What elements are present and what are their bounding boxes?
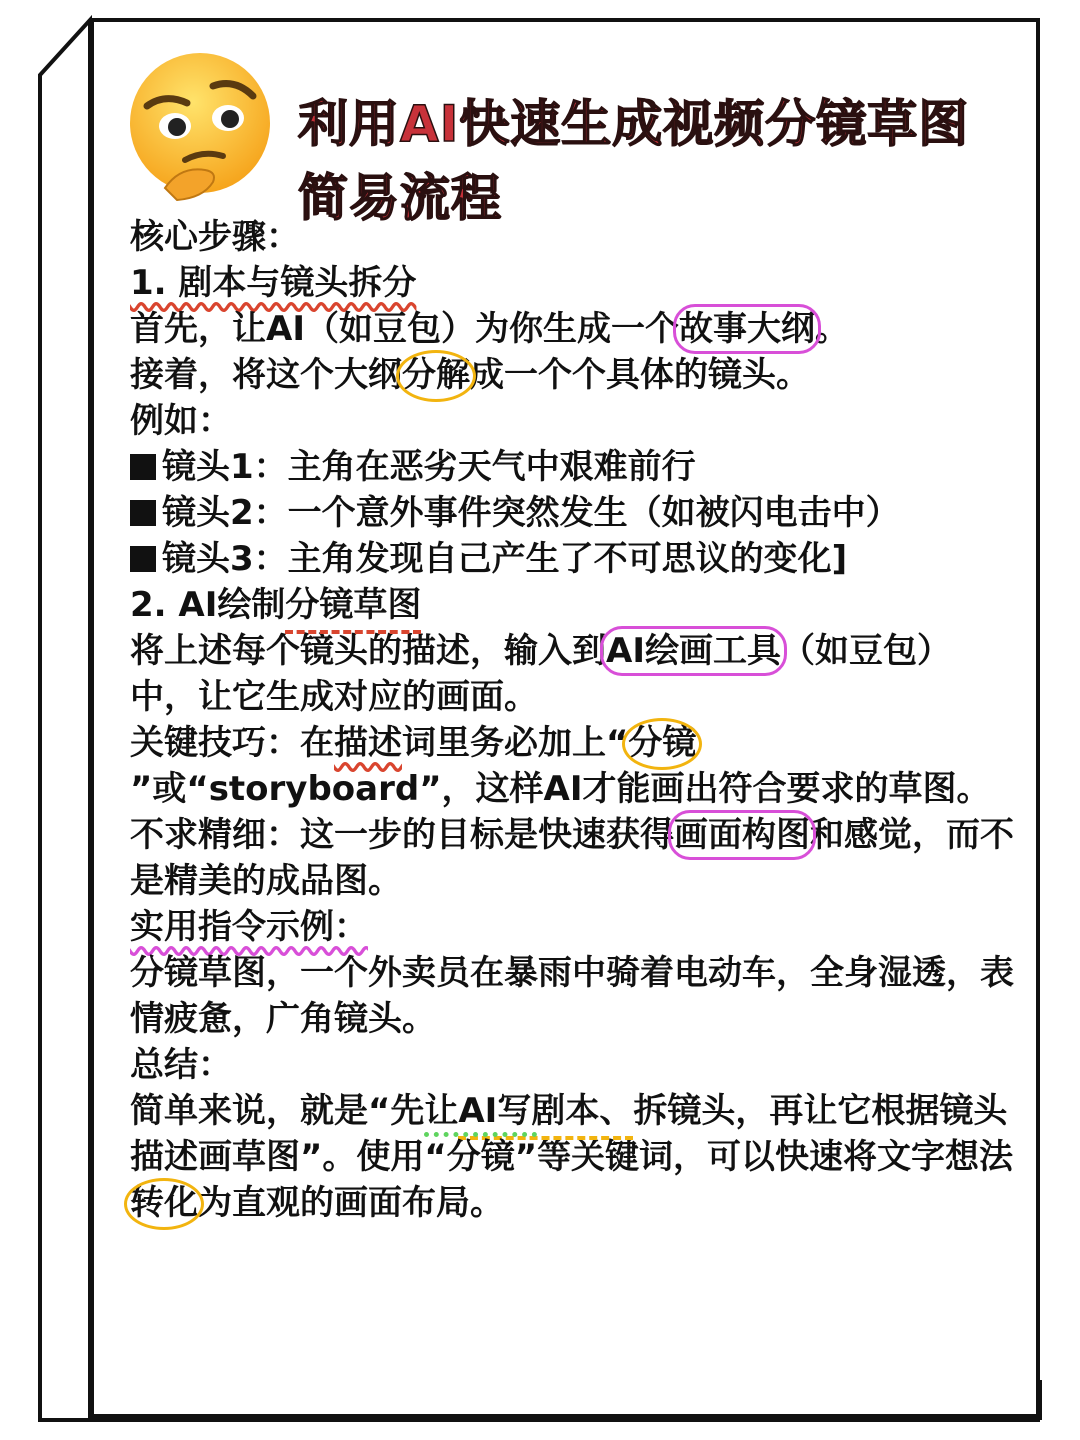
shot-1: 镜头1：主角在恶劣天气中艰难前行: [130, 444, 1015, 490]
step2-text: 将上述每个镜头的描述，输入到AI绘画工具 （如豆包）中，让它生成对应的画面。: [130, 628, 1015, 720]
step2-heading: 2. AI绘制分镜草图: [130, 582, 1015, 628]
shot-2: 镜头2：一个意外事件突然发生（如被闪电击中）: [130, 490, 1015, 536]
core-steps-label: 核心步骤：: [130, 217, 300, 257]
dots-fenjing: “分镜”: [424, 1134, 537, 1180]
highlight-fenjing: 分镜: [628, 720, 696, 766]
highlight-transform: 转化: [130, 1180, 198, 1226]
example-label: 例如：: [130, 401, 232, 441]
step1-heading: 1. 剧本与镜头拆分: [130, 263, 417, 303]
summary-label: 总结：: [130, 1045, 232, 1085]
underline-ai-script: AI写剧本、: [458, 1088, 633, 1134]
bullet-square-icon: [130, 454, 156, 480]
shot-3: 镜头3：主角发现自己产生了不可思议的变化]: [130, 536, 1015, 582]
command-label: 实用指令示例：: [130, 907, 368, 947]
highlight-composition: 画面构图: [674, 812, 810, 858]
title-line-2: 简易流程: [298, 169, 502, 227]
highlight-story-outline: 故事大纲: [679, 306, 815, 352]
command-example: 分镜草图，一个外卖员在暴雨中骑着电动车，全身湿透，表情疲惫，广角镜头。: [130, 953, 1014, 1039]
underline-storyboard: 分镜草图: [285, 582, 421, 628]
title-line-1: 利用AI快速生成视频分镜草图: [298, 95, 970, 153]
key-tip: 关键技巧：在描述词里务必加上“分镜 ”或“storyboard”，这样AI才能画出符合要求的草图。: [130, 720, 1015, 812]
article-body: [130, 214, 1015, 1226]
bullet-square-icon: [130, 500, 156, 526]
bullet-square-icon: [130, 546, 156, 572]
highlight-decompose: 分解: [402, 352, 470, 398]
summary-text: 简单来说，就是“先让AI写剧本、 拆镜头，再让它根据镜头描述画草图”。使用“分镜” 等关键词，可以快速将文字想法转化 为直观的画面布局。: [130, 1088, 1015, 1226]
no-fine-detail: 不求精细：这一步的目标是快速获得画面构图 和感觉，而不是精美的成品图。: [130, 812, 1015, 904]
thinking-face-icon: [125, 48, 275, 208]
highlight-ai-tool: AI绘画工具: [606, 628, 781, 674]
step1-text: 首先，让AI（如豆包）为你生成一个故事大纲 。 接着，将这个大纲分解 成一个个具体的镜头。: [130, 306, 1015, 398]
